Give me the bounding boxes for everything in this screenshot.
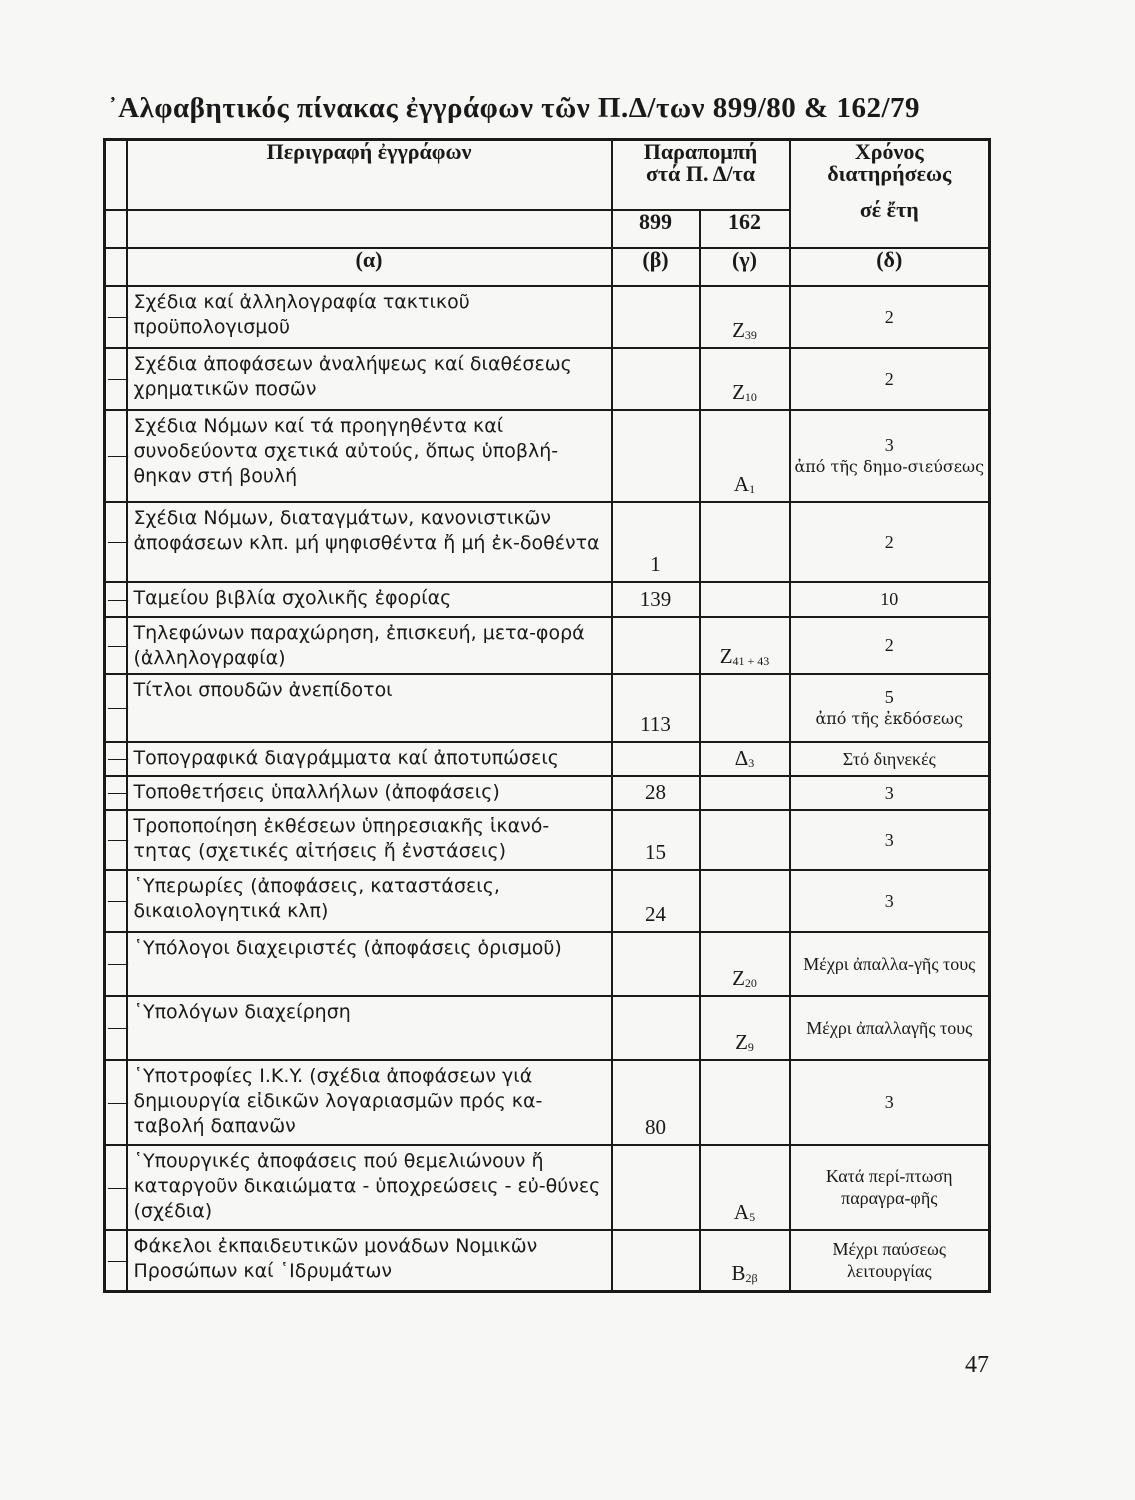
table-row bbox=[105, 810, 990, 870]
retention-cell bbox=[790, 582, 990, 617]
ref-899-cell bbox=[612, 1230, 700, 1292]
row-description: Σχέδια καί ἀλληλογραφία τακτικοῦ προϋπολογισμοῦ bbox=[133, 290, 470, 338]
row-description: Σχέδια ἀποφάσεων ἀναλήψεως καί διαθέσεως χρηματικῶν ποσῶν bbox=[133, 352, 572, 400]
ref-899-cell bbox=[612, 742, 700, 776]
ref-899-cell bbox=[612, 617, 700, 674]
description-cell bbox=[127, 810, 612, 870]
ref-162-cell bbox=[700, 617, 790, 674]
retention-cell bbox=[790, 932, 990, 996]
marker-cell bbox=[105, 348, 127, 410]
row-marker: — bbox=[108, 1016, 128, 1038]
description-cell bbox=[127, 776, 612, 810]
ref-162-cell bbox=[700, 1145, 790, 1230]
row-ref-162: Z bbox=[719, 643, 733, 668]
marker-cell bbox=[105, 810, 127, 870]
marker-cell bbox=[105, 582, 127, 617]
row-ref-899: 139 bbox=[639, 586, 672, 611]
retention-cell bbox=[790, 1060, 990, 1145]
header-reference-line2: στά Π. Δ/τα bbox=[645, 161, 756, 186]
row-ref-899: 24 bbox=[645, 901, 666, 926]
row-description: Τοπογραφικά διαγράμματα καί ἀποτυπώσεις bbox=[133, 746, 559, 769]
page-title: ᾿Αλφαβητικός πίνακας ἐγγράφων τῶν Π.Δ/των 899/80 & 162/79 bbox=[108, 92, 921, 124]
retention-cell bbox=[790, 810, 990, 870]
ref-899-cell bbox=[612, 674, 700, 742]
description-cell bbox=[127, 617, 612, 674]
description-cell bbox=[127, 1145, 612, 1230]
marker-cell bbox=[105, 996, 127, 1060]
row-marker: — bbox=[108, 305, 128, 327]
row-description: Τίτλοι σπουδῶν ἀνεπίδοτοι bbox=[133, 678, 393, 701]
ref-899-cell bbox=[612, 1060, 700, 1145]
row-description: Τροποποίηση ἐκθέσεων ὑπηρεσιακῆς ἱκανό-τητας (σχετικές αἰτήσεις ἤ ἐνστάσεις) bbox=[133, 814, 550, 862]
row-retention: Στό διηνεκές bbox=[842, 748, 936, 769]
ref-162-cell bbox=[700, 582, 790, 617]
retention-cell bbox=[790, 776, 990, 810]
page-number: 47 bbox=[965, 1352, 989, 1378]
header-retention-unit: σέ ἔτη bbox=[859, 197, 919, 222]
row-retention: 3 bbox=[884, 1092, 894, 1112]
ref-162-cell bbox=[700, 502, 790, 582]
ref-899-cell bbox=[612, 286, 700, 348]
row-retention: Κατά περί-πτωση παραγρα-φῆς bbox=[825, 1166, 953, 1208]
row-ref-899: 80 bbox=[645, 1114, 666, 1139]
row-marker: — bbox=[108, 1090, 128, 1113]
row-description: ῾Υποτροφίες I.K.Y. (σχέδια ἀποφάσεων γιά δημιουργία εἰδικῶν λογαριασμῶν πρός κα-ταβολή δαπανῶν bbox=[133, 1064, 543, 1137]
marker-cell bbox=[105, 502, 127, 582]
row-ref-162-subscript: 20 bbox=[744, 975, 757, 990]
row-ref-162: A bbox=[733, 471, 750, 496]
row-retention-note: ἀπό τῆς ἐκδόσεως bbox=[815, 708, 964, 728]
row-ref-162-subscript: 3 bbox=[748, 755, 755, 770]
row-marker: — bbox=[108, 530, 128, 552]
row-description: ῾Υπολόγων διαχείρηση bbox=[133, 1000, 351, 1023]
ref-899-cell bbox=[612, 348, 700, 410]
table-row bbox=[105, 742, 990, 776]
row-ref-162: Z bbox=[732, 317, 745, 342]
row-retention: 10 bbox=[880, 589, 899, 609]
row-ref-162-subscript: 10 bbox=[744, 389, 757, 404]
header-marker-cell bbox=[105, 210, 127, 248]
retention-cell bbox=[790, 870, 990, 932]
description-cell bbox=[127, 742, 612, 776]
row-marker: — bbox=[108, 781, 128, 803]
table-row bbox=[105, 870, 990, 932]
row-retention: 3 bbox=[884, 829, 894, 850]
row-description: Φάκελοι ἐκπαιδευτικῶν μονάδων Νομικῶν Προσώπων καί ῾Ιδρυμάτων bbox=[133, 1234, 538, 1282]
retention-cell bbox=[790, 742, 990, 776]
description-cell bbox=[127, 996, 612, 1060]
row-ref-899: 113 bbox=[640, 711, 671, 736]
table-row bbox=[105, 502, 990, 582]
row-retention-note: ἀπό τῆς δημο-σιεύσεως bbox=[794, 456, 985, 476]
ref-162-cell bbox=[700, 410, 790, 502]
description-cell bbox=[127, 582, 612, 617]
header-reference-line1: Παραπομπή bbox=[643, 139, 758, 164]
row-description: ῾Υπουργικές ἀποφάσεις πού θεμελιώνουν ἤ καταργοῦν δικαιώματα - ὑποχρεώσεις - εὐ-θύνες (σχέδια) bbox=[133, 1149, 601, 1222]
row-retention: 5 bbox=[884, 686, 894, 707]
row-description: Σχέδια Νόμων, διαταγμάτων, κανονιστικῶν ἀποφάσεων κλπ. μή ψηφισθέντα ἤ μή ἐκ-δοθέντα bbox=[133, 506, 600, 554]
ref-899-cell bbox=[612, 776, 700, 810]
marker-cell bbox=[105, 1145, 127, 1230]
row-ref-162-subscript: 9 bbox=[747, 1039, 754, 1054]
table-row bbox=[105, 617, 990, 674]
header-reference bbox=[612, 140, 790, 210]
table-row bbox=[105, 410, 990, 502]
ref-162-cell bbox=[700, 932, 790, 996]
row-ref-162-subscript: 1 bbox=[749, 481, 756, 496]
ref-899-cell bbox=[612, 810, 700, 870]
row-retention: 3 bbox=[884, 890, 894, 911]
marker-cell bbox=[105, 617, 127, 674]
row-ref-162: Δ bbox=[734, 745, 749, 770]
row-retention: 2 bbox=[884, 531, 894, 552]
header-col-d: (δ) bbox=[790, 248, 990, 286]
retention-cell bbox=[790, 286, 990, 348]
ref-162-cell bbox=[700, 870, 790, 932]
description-cell bbox=[127, 674, 612, 742]
header-marker-cell bbox=[105, 248, 127, 286]
retention-cell bbox=[790, 1230, 990, 1292]
ref-899-cell bbox=[612, 932, 700, 996]
retention-cell bbox=[790, 502, 990, 582]
description-cell bbox=[127, 1060, 612, 1145]
marker-cell bbox=[105, 932, 127, 996]
header-empty-cell bbox=[127, 210, 612, 248]
table-row bbox=[105, 348, 990, 410]
ref-899-cell bbox=[612, 996, 700, 1060]
marker-cell bbox=[105, 776, 127, 810]
table-row bbox=[105, 674, 990, 742]
description-cell bbox=[127, 1230, 612, 1292]
row-ref-162-subscript: 2β bbox=[745, 1271, 758, 1285]
table-row bbox=[105, 286, 990, 348]
ref-162-cell bbox=[700, 348, 790, 410]
row-ref-162: Z bbox=[732, 965, 745, 990]
row-marker: — bbox=[108, 587, 128, 610]
row-retention: 2 bbox=[884, 368, 894, 389]
row-marker: — bbox=[108, 828, 128, 850]
marker-cell bbox=[105, 870, 127, 932]
table-row bbox=[105, 582, 990, 617]
retention-cell bbox=[790, 617, 990, 674]
description-cell bbox=[127, 348, 612, 410]
description-cell bbox=[127, 932, 612, 996]
table-row bbox=[105, 1230, 990, 1292]
row-ref-899: 1 bbox=[650, 551, 661, 576]
ref-162-cell bbox=[700, 286, 790, 348]
ref-162-cell bbox=[700, 674, 790, 742]
row-marker: — bbox=[108, 889, 128, 911]
table-row bbox=[105, 996, 990, 1060]
row-description: ῾Υπόλογοι διαχειριστές (ἀποφάσεις ὁρισμοῦ) bbox=[133, 936, 562, 959]
ref-162-cell bbox=[700, 776, 790, 810]
row-retention: 2 bbox=[884, 635, 894, 655]
description-cell bbox=[127, 286, 612, 348]
header-decree-899: 899 bbox=[612, 210, 700, 248]
row-retention: 3 bbox=[884, 434, 894, 455]
table-row bbox=[105, 1060, 990, 1145]
ref-899-cell bbox=[612, 870, 700, 932]
description-cell bbox=[127, 410, 612, 502]
ref-899-cell bbox=[612, 582, 700, 617]
ref-162-cell bbox=[700, 1230, 790, 1292]
marker-cell bbox=[105, 1060, 127, 1145]
marker-cell bbox=[105, 1230, 127, 1292]
retention-cell bbox=[790, 674, 990, 742]
retention-cell bbox=[790, 348, 990, 410]
header-decree-162: 162 bbox=[700, 210, 790, 248]
row-description: ῾Υπερωρίες (ἀποφάσεις, καταστάσεις, δικαιολογητικά κλπ) bbox=[133, 874, 500, 922]
row-marker: — bbox=[108, 1248, 128, 1271]
ref-162-cell bbox=[700, 996, 790, 1060]
row-marker: — bbox=[108, 747, 128, 769]
ref-162-cell bbox=[700, 810, 790, 870]
header-retention bbox=[790, 140, 990, 248]
table-row bbox=[105, 776, 990, 810]
row-marker: — bbox=[108, 952, 128, 974]
row-retention: Μέχρι ἀπαλλα-γῆς τους bbox=[803, 953, 976, 974]
row-ref-162: A bbox=[733, 1199, 750, 1224]
row-ref-162: Z bbox=[732, 379, 745, 404]
marker-cell bbox=[105, 742, 127, 776]
marker-cell bbox=[105, 674, 127, 742]
marker-cell bbox=[105, 410, 127, 502]
header-col-c: (γ) bbox=[700, 248, 790, 286]
table-row bbox=[105, 932, 990, 996]
row-retention: Μέχρι παύσεως λειτουργίας bbox=[832, 1239, 947, 1282]
header-col-b: (β) bbox=[612, 248, 700, 286]
table-row bbox=[105, 1145, 990, 1230]
row-ref-162-subscript: 39 bbox=[744, 327, 757, 342]
table-header bbox=[105, 140, 990, 286]
header-description: Περιγραφή ἐγγράφων bbox=[127, 140, 612, 210]
header-col-a: (α) bbox=[127, 248, 612, 286]
row-retention: Μέχρι ἀπαλλαγῆς τους bbox=[806, 1017, 973, 1038]
description-cell bbox=[127, 502, 612, 582]
header-retention-line2: διατηρήσεως bbox=[827, 161, 952, 186]
row-description: Τοποθετήσεις ὑπαλλήλων (ἀποφάσεις) bbox=[133, 780, 500, 803]
header-marker-cell bbox=[105, 140, 127, 210]
row-ref-899: 15 bbox=[645, 839, 666, 864]
row-retention: 2 bbox=[884, 306, 894, 327]
documents-table bbox=[103, 138, 991, 1293]
retention-cell bbox=[790, 1145, 990, 1230]
ref-899-cell bbox=[612, 1145, 700, 1230]
row-description: Ταμείου βιβλία σχολικῆς ἐφορίας bbox=[133, 586, 452, 609]
marker-cell bbox=[105, 286, 127, 348]
row-ref-162: Z bbox=[735, 1029, 748, 1054]
ref-162-cell bbox=[700, 1060, 790, 1145]
row-marker: — bbox=[108, 1175, 128, 1198]
row-marker: — bbox=[108, 444, 128, 466]
row-ref-162: B bbox=[731, 1261, 746, 1285]
header-retention-line1: Χρόνος bbox=[854, 139, 924, 164]
table-body bbox=[105, 286, 990, 1292]
row-marker: — bbox=[108, 696, 128, 718]
row-ref-162-subscript: 5 bbox=[749, 1209, 756, 1224]
retention-cell bbox=[790, 410, 990, 502]
ref-899-cell bbox=[612, 502, 700, 582]
ref-162-cell bbox=[700, 742, 790, 776]
retention-cell bbox=[790, 996, 990, 1060]
row-marker: — bbox=[108, 633, 128, 656]
description-cell bbox=[127, 870, 612, 932]
row-retention: 3 bbox=[884, 782, 894, 803]
row-description: Τηλεφώνων παραχώρηση, ἐπισκευή, μετα-φορά (ἀλληλογραφία) bbox=[133, 621, 585, 669]
row-ref-162-subscript: 41 + 43 bbox=[732, 653, 770, 668]
ref-899-cell bbox=[612, 410, 700, 502]
row-marker: — bbox=[108, 367, 128, 389]
row-ref-899: 28 bbox=[645, 779, 666, 804]
row-description: Σχέδια Νόμων καί τά προηγηθέντα καί συνοδεύοντα σχετικά αὐτούς, ὅπως ὑποβλή-θηκαν στή βουλή bbox=[133, 414, 559, 487]
